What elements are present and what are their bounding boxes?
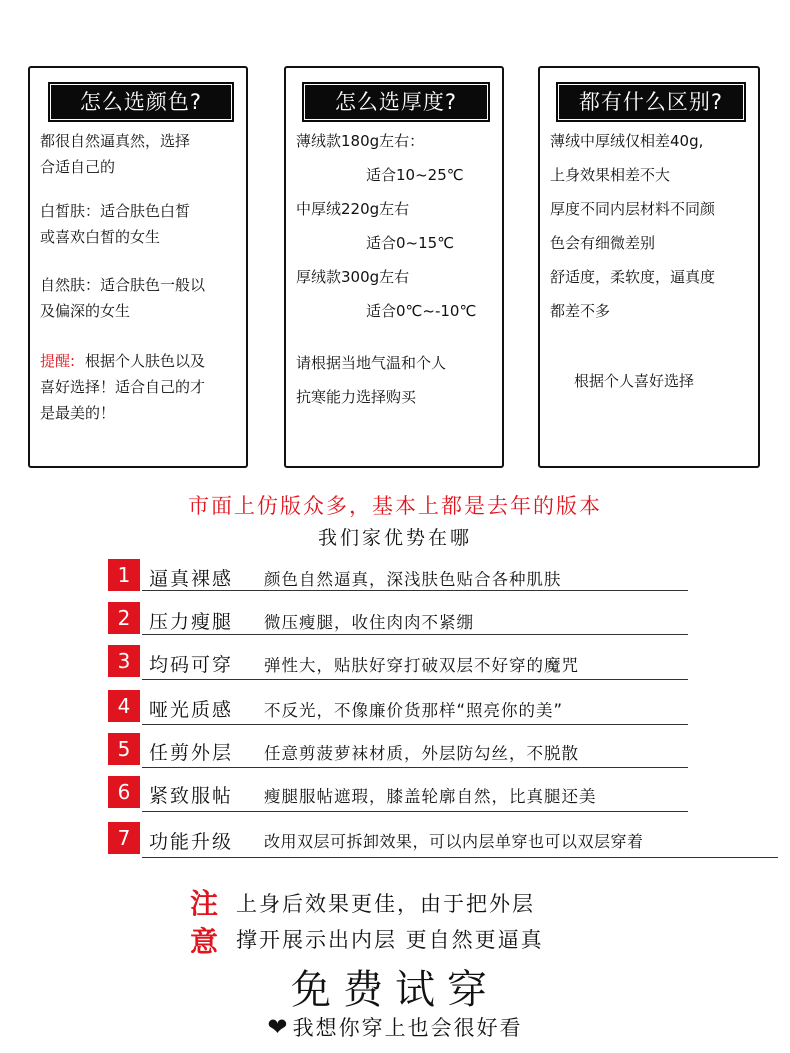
row-divider [142, 634, 688, 635]
feature-number: 2 [108, 602, 140, 634]
feature-name: 均码可穿 [149, 654, 234, 676]
info-box-color [28, 66, 248, 468]
feature-number: 5 [108, 733, 140, 765]
box-line: 自然肤：适合肤色一般以 [40, 276, 206, 294]
subheadline: 我们家优势在哪 [317, 527, 472, 549]
feature-number: 6 [108, 776, 140, 808]
feature-number: 7 [108, 822, 140, 854]
box-line: 厚度不同内层材料不同颜 [550, 200, 716, 218]
feature-number: 3 [108, 645, 140, 677]
feature-name: 逼真裸感 [149, 568, 234, 590]
box-line: 请根据当地气温和个人 [296, 354, 447, 372]
row-divider [142, 767, 688, 768]
box-line: 都很自然逼真然，选择 [40, 132, 191, 150]
feature-desc: 改用双层可拆卸效果，可以内层单穿也可以双层穿着 [264, 832, 644, 851]
row-divider [142, 724, 688, 725]
row-divider [142, 590, 688, 591]
note-line-2: 撑开展示出内层 更自然更逼真 [236, 928, 544, 952]
feature-name: 紧致服帖 [149, 785, 234, 807]
box-line: 根据个人肤色以及 [85, 352, 206, 370]
box-line: 白皙肤：适合肤色白皙 [40, 202, 191, 220]
box-line: 都差不多 [550, 302, 611, 320]
feature-number: 4 [108, 690, 140, 722]
box-line: 抗寒能力选择购买 [296, 388, 417, 406]
row-divider [142, 857, 778, 858]
heart-icon: ❤ [267, 1013, 288, 1041]
footer-line [0, 1012, 790, 1042]
free-trial-title: 免费试穿 [291, 967, 499, 1013]
note-char-zhu: 注 [190, 887, 219, 920]
box-line: 上身效果相差不大 [550, 166, 671, 184]
box-line: 适合0~15℃ [366, 234, 455, 252]
feature-name: 任剪外层 [149, 742, 234, 764]
box-title-difference: 都有什么区别? [556, 82, 746, 122]
box-line: 舒适度，柔软度，逼真度 [550, 268, 716, 286]
box-line: 薄绒款180g左右： [296, 132, 425, 150]
feature-number: 1 [108, 559, 140, 591]
feature-desc: 瘦腿服帖遮瑕，膝盖轮廓自然，比真腿还美 [264, 787, 597, 806]
feature-name: 压力瘦腿 [149, 611, 234, 633]
box-line: 合适自己的 [40, 158, 116, 176]
box-line: 及偏深的女生 [40, 302, 131, 320]
box-line: 适合0℃~-10℃ [366, 302, 477, 320]
feature-desc: 颜色自然逼真，深浅肤色贴合各种肌肤 [264, 570, 562, 589]
note-line-1: 上身后效果更佳，由于把外层 [236, 892, 535, 916]
box-line: 薄绒中厚绒仅相差40g, [550, 132, 704, 150]
feature-name: 哑光质感 [149, 699, 234, 721]
box-line: 厚绒款300g左右 [296, 268, 410, 286]
note-char-yi: 意 [190, 925, 219, 958]
box-line: 根据个人喜好选择 [574, 372, 695, 390]
feature-desc: 不反光，不像廉价货那样“照亮你的美” [264, 701, 564, 720]
box-line: 或喜欢白皙的女生 [40, 228, 161, 246]
box-title-thickness: 怎么选厚度? [302, 82, 490, 122]
box-line: 色会有细微差别 [550, 234, 656, 252]
feature-name: 功能升级 [149, 831, 234, 853]
box-line: 中厚绒220g左右 [296, 200, 410, 218]
row-divider [142, 679, 688, 680]
box-line: 适合10~25℃ [366, 166, 464, 184]
info-box-difference [538, 66, 760, 468]
headline: 市面上仿版众多，基本上都是去年的版本 [188, 494, 602, 518]
row-divider [142, 811, 688, 812]
feature-desc: 弹性大，贴肤好穿打破双层不好穿的魔咒 [264, 656, 579, 675]
feature-desc: 微压瘦腿，收住肉肉不紧绷 [264, 613, 474, 632]
info-box-thickness [284, 66, 504, 468]
box-line: 是最美的！ [40, 404, 116, 422]
box-line: 喜好选择！适合自己的才 [40, 378, 206, 396]
footer-text: 我想你穿上也会很好看 [292, 1016, 523, 1040]
feature-desc: 任意剪菠萝袜材质，外层防勾丝，不脱散 [264, 744, 579, 763]
reminder-label: 提醒: [40, 352, 76, 370]
box-title-color: 怎么选颜色? [48, 82, 234, 122]
